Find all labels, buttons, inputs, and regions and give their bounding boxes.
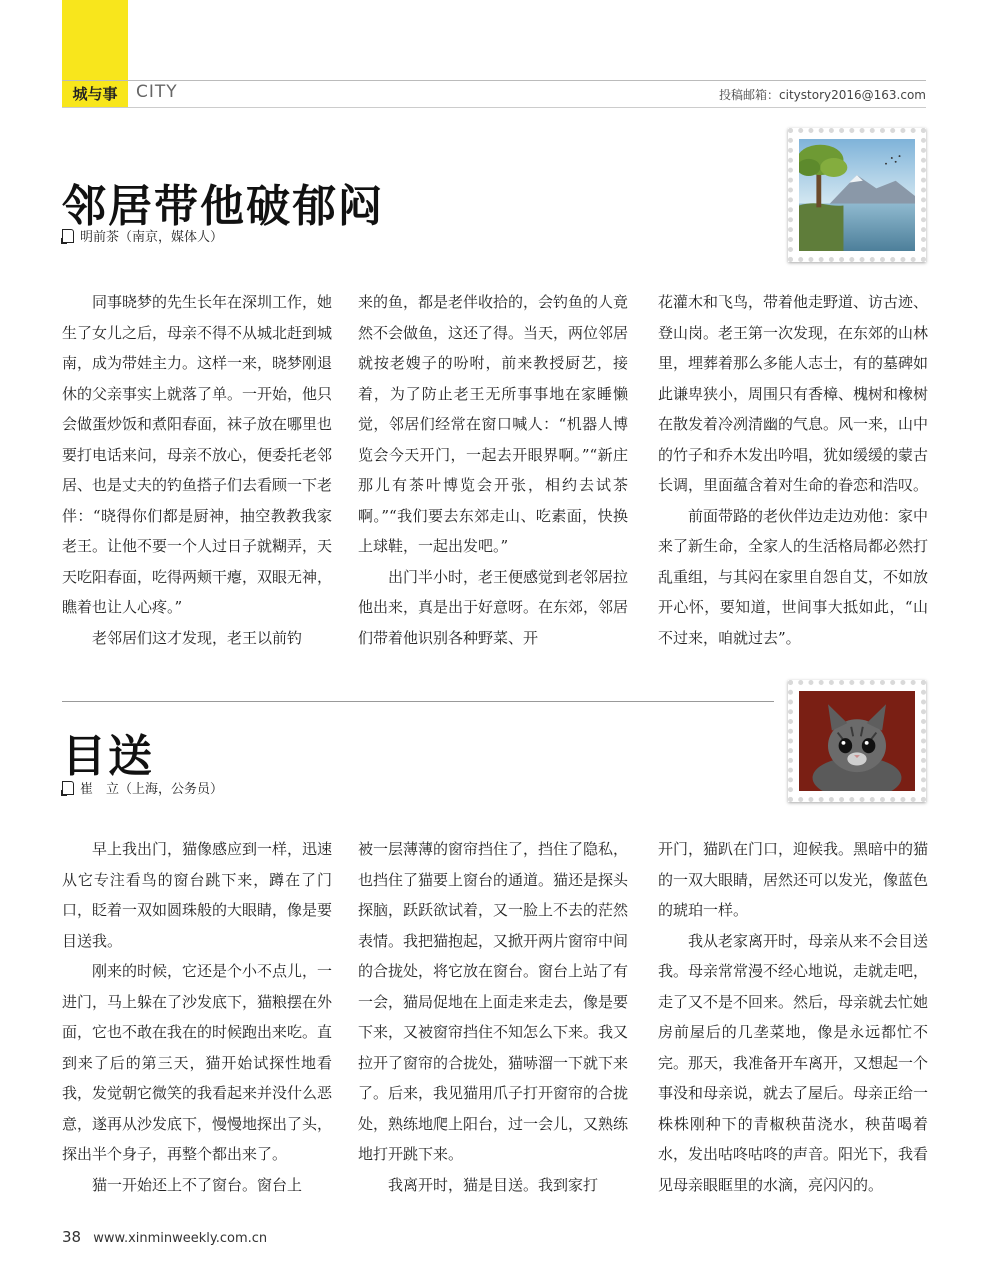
document-icon	[62, 781, 74, 795]
article1-paragraph-3: 出门半小时，老王便感觉到老邻居拉他出来，真是出于好意呀。在东郊，邻居们带着他识别各种野菜、开	[358, 567, 629, 647]
article2-byline	[62, 778, 223, 797]
article2-paragraph-2: 刚来的时候，它还是个小不点儿，一进门，马上躲在了沙发底下，猫粮摆在外面，它也不敢在我在的时候跑出来吃。直到来了后的第三天，猫开始试探性地看我，发觉朝它微笑的我看起来并没什么恶意，遂再从沙发底下，慢慢地探出了头，探出半个身子，再整个都出来了。	[62, 962, 333, 1163]
article2-paragraph-5: 我从老家离开时，母亲从来不会目送我。母亲常常漫不经心地说，走就走吧，走了又不是不回来。然后，母亲就去忙她房前屋后的几垄菜地，像是永远都忙不完。那天，我准备开车离开，又想起一个事没和母亲说，就去了屋后。母亲正给一株株刚种下的青椒秧苗浇水，秧苗喝着水，发出咕咚咕咚的声音。阳光下，我看见母亲眼眶里的水滴，亮闪闪的。	[658, 931, 929, 1194]
article1-column-2	[358, 287, 628, 653]
kitten-image	[799, 691, 915, 791]
article1-paragraph-4: 前面带路的老伙伴边走边劝他：家中来了新生命，全家人的生活格局都必然打乱重组，与其闷在家里自怨自艾，不如放开心怀，要知道，世间事大抵如此，“山不过来，咱就过去”。	[658, 506, 929, 647]
section-english-label: CITY	[136, 82, 178, 102]
lake-landscape-stamp	[788, 128, 926, 262]
website-link[interactable]: www.xinminweekly.com.cn	[93, 1231, 268, 1246]
article1-author: 明前茶（南京，媒体人）	[80, 230, 224, 245]
article1-column-3	[658, 287, 928, 653]
kitten-stamp	[788, 680, 926, 802]
page-number: 38	[62, 1228, 82, 1246]
article2-paragraph-3-cont: 被一层薄薄的窗帘挡住了，挡住了隐私，也挡住了猫要上窗台的通道。猫还是探头探脑，跃跃欲试着，又一脸上不去的茫然表情。我把猫抱起，又掀开两片窗帘中间的合拢处，将它放在窗台。窗台上站了有一会，猫局促地在上面走来走去，像是要下来，又被窗帘挡住不知怎么下来。我又拉开了窗帘的合拢处，猫哧溜一下就下来了。后来，我见猫用爪子打开窗帘的合拢处，熟练地爬上阳台，过一会儿，又熟练地打开跳下来。	[358, 840, 629, 1163]
submission-email: 投稿邮箱：citystory2016@163.com	[719, 88, 926, 102]
article1-paragraph-2-cont: 来的鱼，都是老伴收拾的，会钓鱼的人竟然不会做鱼，这还了得。当天，两位邻居就按老嫂子的吩咐，前来教授厨艺，接着，为了防止老王无所事事地在家睡懒觉，邻居们经常在窗口喊人：“机器人博览会今天开门，一起去开眼界啊。”“新庄那儿有茶叶博览会开张，相约去试茶啊。”“我们要去东郊走山、吃素面，快换上球鞋，一起出发吧。”	[358, 293, 629, 555]
article2-paragraph-4-cont: 开门，猫趴在门口，迎候我。黑暗中的猫的一双大眼睛，居然还可以发光，像蓝色的琥珀一样。	[658, 840, 929, 919]
page-footer	[62, 1228, 267, 1246]
header-underline	[62, 107, 926, 108]
article1-paragraph-2: 老邻居们这才发现，老王以前钓	[92, 628, 303, 647]
section-label: 城与事	[62, 81, 128, 107]
article1-paragraph-3-cont: 花灌木和飞鸟，带着他走野道、访古迹、登山岗。老王第一次发现，在东郊的山林里，埋葬着那么多能人志士，有的墓碑如此谦卑狭小，周围只有香樟、槐树和橡树在散发着冷冽清幽的气息。风一来，山中的竹子和乔木发出吟唱，犹如缓缓的蒙古长调，里面蕴含着对生命的眷恋和浩叹。	[658, 293, 929, 494]
header-yellow-tab	[62, 0, 128, 80]
article2-author: 崔 立（上海，公务员）	[80, 782, 224, 797]
article2-paragraph-4: 我离开时，猫是目送。我到家打	[388, 1175, 599, 1194]
lake-landscape-image	[799, 139, 915, 251]
article1-byline	[62, 226, 223, 245]
article2-column-3	[658, 834, 928, 1200]
header-rule	[62, 80, 926, 81]
article2-column-2	[358, 834, 628, 1200]
article2-title: 目送	[62, 731, 154, 782]
article1-paragraph-1: 同事晓梦的先生长年在深圳工作，她生了女儿之后，母亲不得不从城北赶到城南，成为带娃主力。这样一来，晓梦刚退休的父亲事实上就落了单。一开始，他只会做蛋炒饭和煮阳春面，袜子放在哪里也要打电话来问，母亲不放心，便委托老邻居、也是丈夫的钓鱼搭子们去看顾一下老伴：“晓得你们都是厨神，抽空教教我家老王。让他不要一个人过日子就糊弄，天天吃阳春面，吃得两颊干瘪，双眼无神，瞧着也让人心疼。”	[62, 293, 333, 616]
article2-paragraph-1: 早上我出门，猫像感应到一样，迅速从它专注看鸟的窗台跳下来，蹲在了门口，眨着一双如圆珠般的大眼睛，像是要目送我。	[62, 840, 333, 950]
article2-paragraph-3: 猫一开始还上不了窗台。窗台上	[92, 1175, 303, 1194]
article1-column-1	[62, 287, 332, 653]
document-icon	[62, 229, 74, 243]
article-divider	[62, 701, 774, 702]
article2-column-1	[62, 834, 332, 1200]
article1-title: 邻居带他破郁闷	[62, 181, 384, 232]
